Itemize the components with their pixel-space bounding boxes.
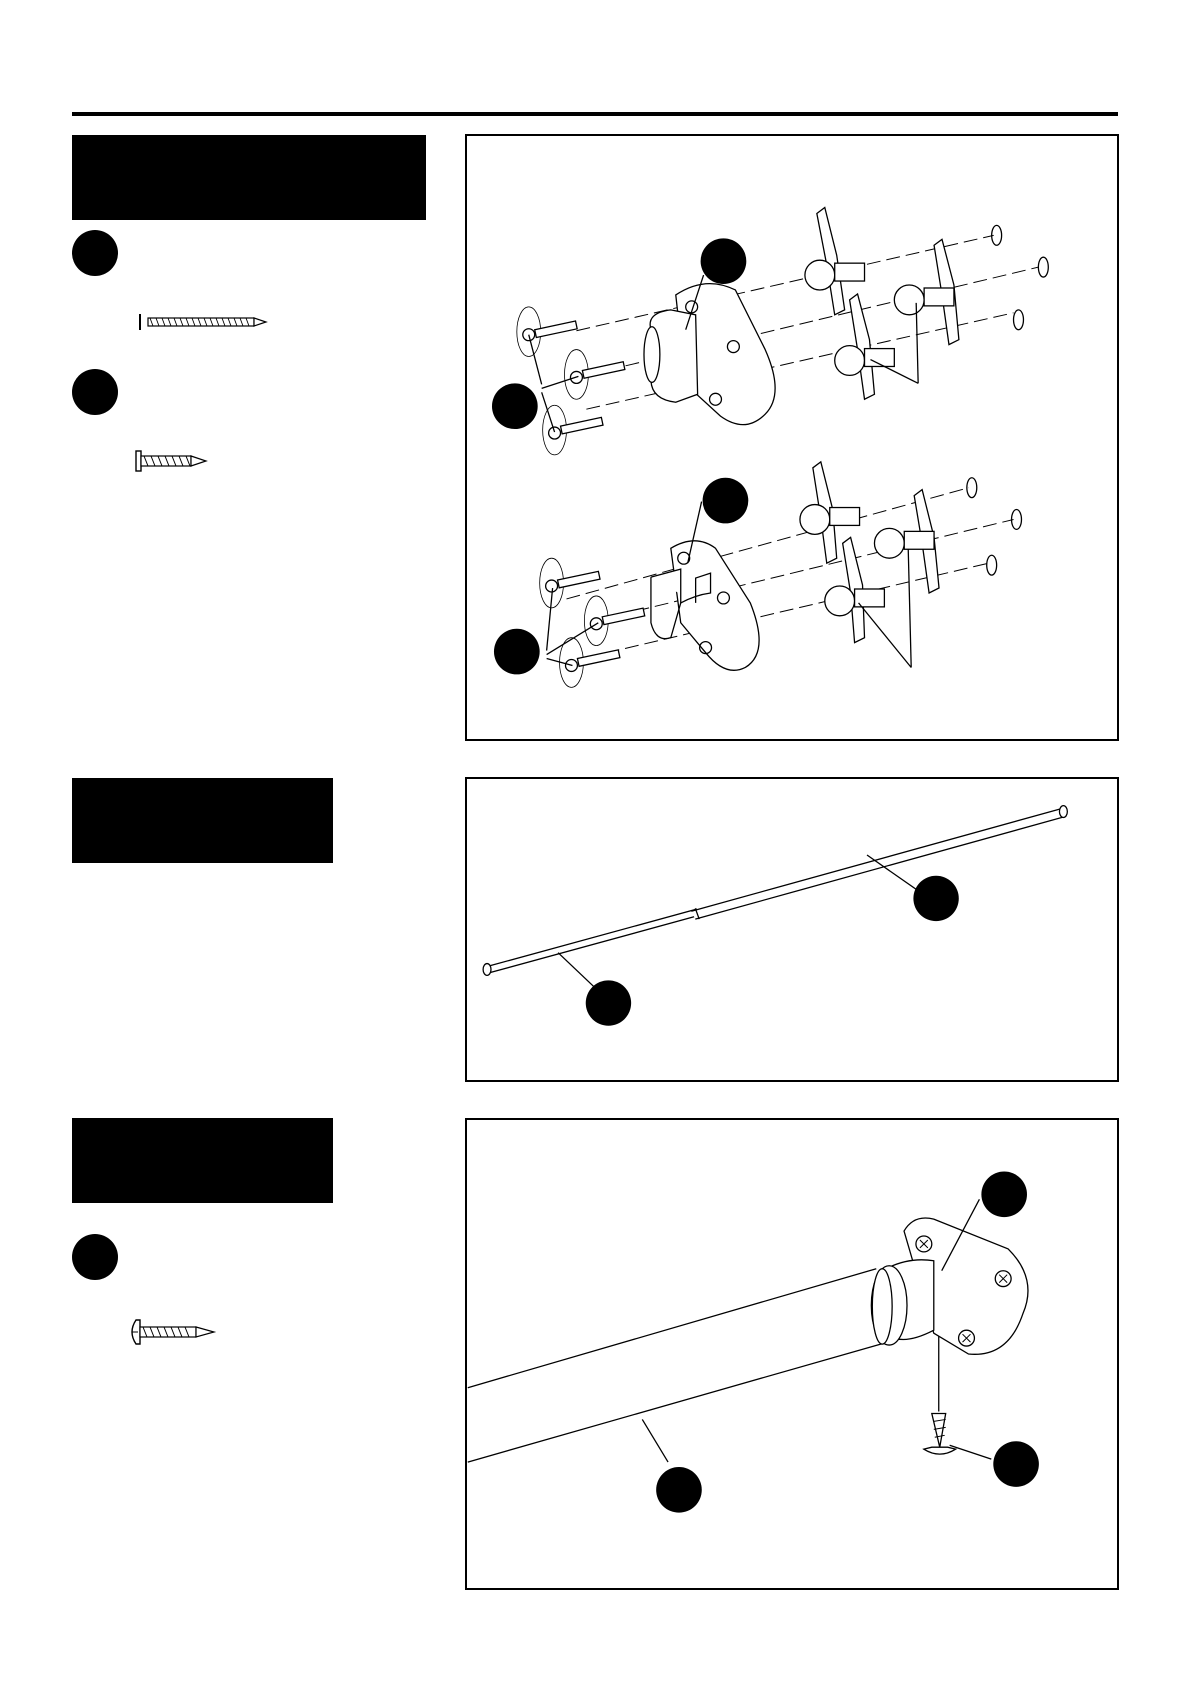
- callout-bracket-bottom: [703, 478, 749, 524]
- callout-rod-left: [586, 980, 631, 1025]
- step-2-title-block: [72, 778, 333, 863]
- callout-bracket-top: [701, 238, 747, 284]
- callout-rod-right: [913, 876, 958, 921]
- bracket-assembly-drawing: [467, 136, 1117, 739]
- rod-installation-drawing: [467, 1120, 1117, 1588]
- long-screw-icon: [138, 312, 268, 332]
- rod-assembly-diagram: [465, 777, 1119, 1082]
- callout-screws-top: [492, 383, 538, 429]
- part-marker-1: [72, 230, 118, 276]
- callout-screws-bottom: [494, 629, 540, 675]
- callout-screw: [993, 1441, 1039, 1487]
- pan-head-screw-icon: [128, 1318, 220, 1346]
- rod-assembly-drawing: [467, 779, 1117, 1080]
- callout-bracket: [981, 1172, 1027, 1218]
- step-3-title-block: [72, 1118, 333, 1203]
- header-rule: [72, 112, 1118, 116]
- bracket-assembly-diagram: [465, 134, 1119, 741]
- callout-rod: [656, 1467, 702, 1513]
- part-marker-2: [72, 369, 118, 415]
- short-screw-icon: [134, 449, 214, 473]
- part-marker-3: [72, 1234, 118, 1280]
- rod-installation-diagram: [465, 1118, 1119, 1590]
- step-1-title-block: [72, 135, 426, 220]
